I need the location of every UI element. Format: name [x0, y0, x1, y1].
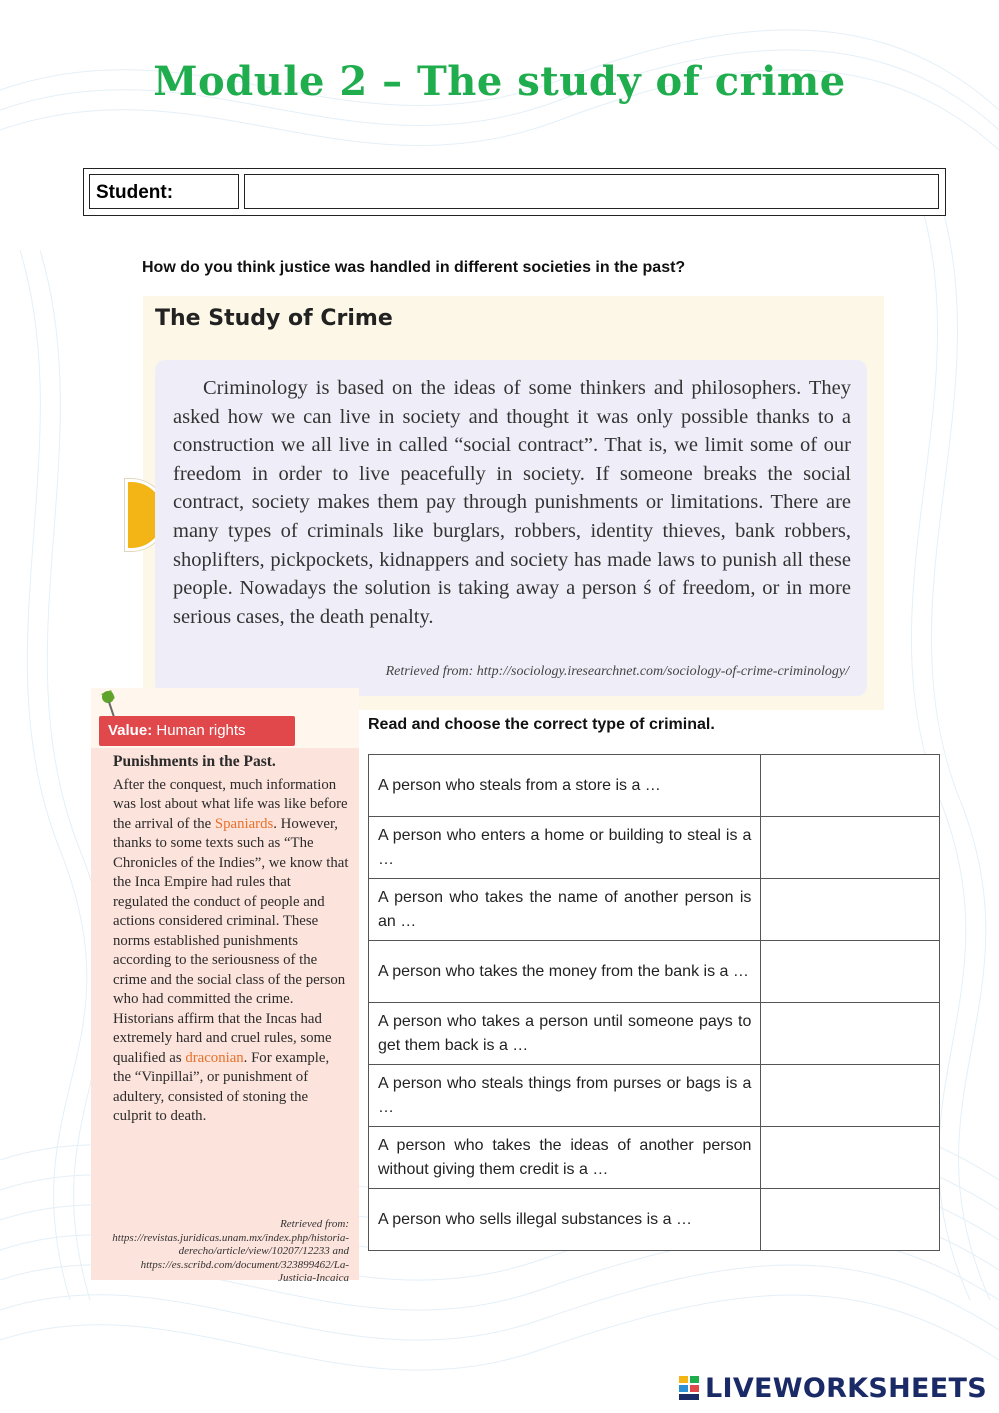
value-body [103, 752, 349, 1127]
brand-name: LIVEWORKSHEETS [704, 1373, 987, 1404]
answer-field[interactable] [761, 941, 940, 1003]
value-tag [99, 716, 295, 746]
value-text-part: . However, thanks to some texts such as “The Chronicles of the Indies”, we know that the Inca Empire had rules that regulated the conduct of people and actions considered criminal. These norms established punishments according to the seriousness of the crime and the social class of the person who had committed the crime. Historians affirm that the Incas had extremely hard and cruel rules, some qualified as [113, 815, 349, 1066]
study-text-box [155, 360, 867, 696]
row-prompt: A person who sells illegal substances is a … [369, 1189, 761, 1251]
row-prompt: A person who enters a home or building to steal is a … [369, 817, 761, 879]
value-heading: Punishments in the Past. [113, 753, 276, 770]
table-row [369, 817, 940, 879]
student-row [83, 168, 946, 216]
row-prompt: A person who steals things from purses or bags is a … [369, 1065, 761, 1127]
table-row [369, 1189, 940, 1251]
answer-field[interactable] [761, 755, 940, 817]
row-prompt: A person who takes the money from the bank is a … [369, 941, 761, 1003]
answer-field[interactable] [761, 1127, 940, 1189]
study-of-crime-panel [143, 296, 884, 710]
study-heading: The Study of Crime [155, 306, 393, 331]
value-tag-label: Value: [108, 722, 153, 739]
row-prompt: A person who steals from a store is a … [369, 755, 761, 817]
discussion-question: How do you think justice was handled in different societies in the past? [142, 259, 686, 276]
answer-field[interactable] [761, 879, 940, 941]
table-row [369, 879, 940, 941]
table-row [369, 941, 940, 1003]
highlight-draconian: draconian [185, 1049, 244, 1066]
row-prompt: A person who takes the ideas of another person without giving them credit is a … [369, 1127, 761, 1189]
student-label: Student: [89, 174, 239, 209]
row-prompt: A person who takes the name of another person is an … [369, 879, 761, 941]
value-panel [91, 688, 359, 1284]
value-text-part: . For example, the “Vinpillai”, or punishment of adultery, consisted of stoning the culprit to death. [113, 1049, 330, 1124]
value-text [113, 776, 349, 1127]
answer-field[interactable] [761, 817, 940, 879]
answer-field[interactable] [761, 1003, 940, 1065]
answer-field[interactable] [761, 1189, 940, 1251]
table-row [369, 1003, 940, 1065]
value-source: Retrieved from: https://revistas.juridicas.unam.mx/index.php/historia-derecho/article/view/10207/12233 and https://es.scribd.com/document/323899462/La-Justicia-Incaica [112, 1218, 349, 1284]
table-row [369, 1127, 940, 1189]
table-row [369, 1065, 940, 1127]
highlight-spaniards: Spaniards [214, 815, 274, 832]
study-body-text: Criminology is based on the ideas of some thinkers and philosophers. They asked how we can live in society and thought it was only possible thanks to a construction we all live in called “social contract”. That is, we limit some of our freedom in order to live peacefully in society. If someone breaks the social contract, society makes them pay through punishments or limitations. There are many types of criminals like burglars, robbers, identity thieves, bank robbers, shoplifters, pickpockets, kidnappers and society has made laws to punish all these people. Nowadays the solution is taking away a person ś of freedom, or in more serious cases, the death penalty. [173, 377, 851, 628]
answer-field[interactable] [761, 1065, 940, 1127]
student-name-field[interactable] [244, 174, 939, 209]
exercise-instruction: Read and choose the correct type of criminal. [368, 716, 715, 733]
row-prompt: A person who takes a person until someone pays to get them back is a … [369, 1003, 761, 1065]
liveworksheets-logo-icon [679, 1376, 699, 1400]
table-row [369, 755, 940, 817]
value-text-part: After the conquest, much information was lost about what life was like before the arrival of the [113, 776, 348, 832]
page-title: Module 2 – The study of crime [153, 58, 846, 105]
brand-footer [679, 1373, 987, 1404]
study-source: Retrieved from: http://sociology.iresearchnet.com/sociology-of-crime-criminology/ [385, 664, 849, 679]
criminal-types-table [368, 754, 940, 1251]
value-tag-value: Human rights [156, 722, 246, 739]
